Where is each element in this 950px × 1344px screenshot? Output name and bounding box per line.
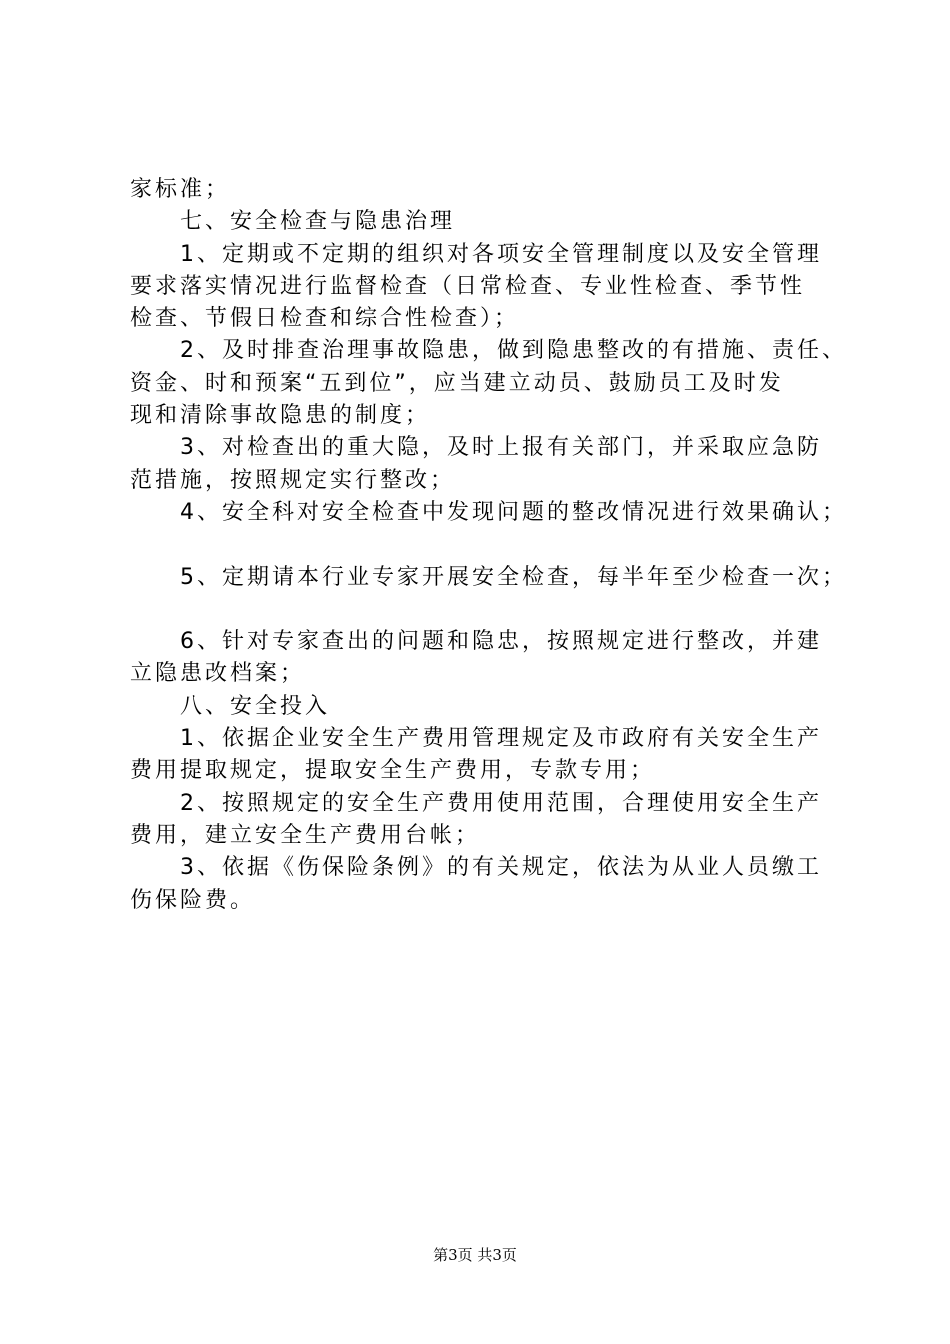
text-line: 范措施，按照规定实行整改； <box>130 467 456 493</box>
text-line: 5、定期请本行业专家开展安全检查，每半年至少检查一次； <box>180 564 847 590</box>
text-line: 1、依据企业安全生产费用管理规定及市政府有关安全生产 <box>180 726 822 752</box>
text-line: 家标准； <box>130 177 231 202</box>
text-line: 6、针对专家查出的问题和隐忠，按照规定进行整改，并建 <box>180 629 822 655</box>
text-line: 立隐患改档案； <box>130 661 306 687</box>
text-line: 3、依据《伤保险条例》的有关规定，依法为从业人员缴工 <box>180 855 822 881</box>
document-body <box>130 174 847 917</box>
text-line: 费用提取规定，提取安全生产费用，专款专用； <box>130 758 656 784</box>
text-line: 2、按照规定的安全生产费用使用范围，合理使用安全生产 <box>180 790 822 816</box>
section-heading: 七、安全检查与隐患治理 <box>180 209 456 235</box>
text-line: 2、及时排查治理事故隐患，做到隐患整改的有措施、责任、 <box>180 338 847 364</box>
text-line: 伤保险费。 <box>130 887 256 913</box>
text-line: 要求落实情况进行监督检查（日常检查、专业性检查、季节性 <box>130 273 806 299</box>
text-line: 检查、节假日检查和综合性检查）； <box>130 306 520 332</box>
text-line: 4、安全科对安全检查中发现问题的整改情况进行效果确认； <box>180 499 847 525</box>
text-line: 资金、时和预案“五到位”，应当建立动员、鼓励员工及时发 <box>130 370 784 396</box>
blank-line <box>130 529 842 561</box>
text-line: 1、定期或不定期的组织对各项安全管理制度以及安全管理 <box>180 241 822 267</box>
blank-line <box>130 594 842 626</box>
text-line: 现和清除事故隐患的制度； <box>130 403 431 429</box>
text-line: 3、对检查出的重大隐，及时上报有关部门，并采取应急防 <box>180 435 822 461</box>
page-footer: 第3页 共3页 <box>433 1246 517 1264</box>
text-line: 费用，建立安全生产费用台帐； <box>130 822 481 848</box>
section-heading: 八、安全投入 <box>180 693 331 719</box>
